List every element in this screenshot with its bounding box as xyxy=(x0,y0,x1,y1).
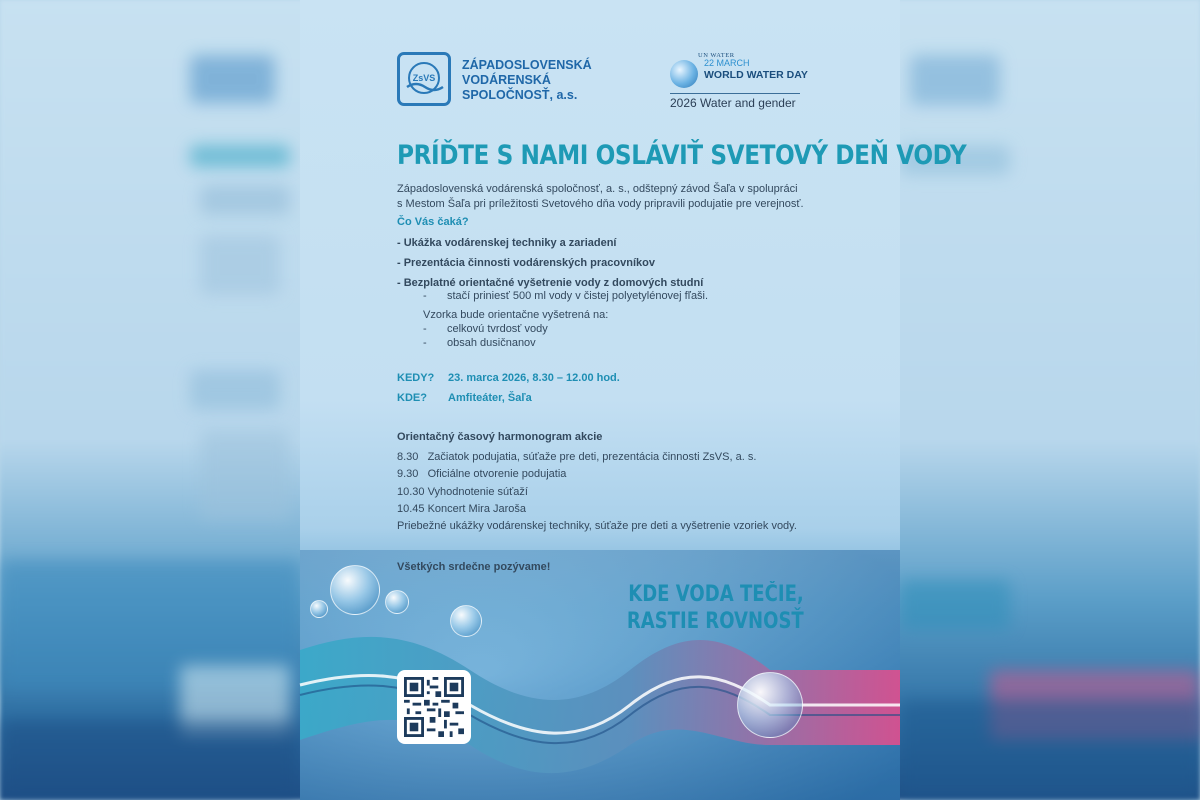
un-water-label: UN WATER xyxy=(698,52,735,59)
company-name-line: ZÁPADOSLOVENSKÁ xyxy=(462,58,592,72)
company-name xyxy=(462,58,602,103)
test-item: obsah dusičnanov xyxy=(447,337,536,349)
schedule-item: 8.30 Začiatok podujatia, súťaže pre deti, prezentácia činnosti ZsVS, a. s. xyxy=(397,451,757,463)
ongoing-note: Priebežné ukážky vodárenskej techniky, súťaže pre deti a vyšetrenie vzoriek vody. xyxy=(397,520,797,532)
wwd-date: 22 MARCH xyxy=(704,58,750,68)
company-logo xyxy=(397,52,451,106)
bullet-dash: - xyxy=(423,337,427,349)
activity-item: - Prezentácia činnosti vodárenských pracovníkov xyxy=(397,257,655,269)
wwd-title: WORLD WATER DAY xyxy=(704,69,808,81)
schedule-item: 10.45 Koncert Mira Jaroša xyxy=(397,503,527,515)
water-droplet xyxy=(450,605,482,637)
intro-text: Západoslovenská vodárenská spoločnosť, a. s., odštepný závod Šaľa v spolupráci xyxy=(397,183,798,195)
sample-instruction: stačí priniesť 500 ml vody v čistej polyetylénovej fľaši. xyxy=(447,290,709,302)
water-wave-decoration xyxy=(300,520,900,800)
when-value: 23. marca 2026, 8.30 – 12.00 hod. xyxy=(448,372,620,384)
activity-item: - Bezplatné orientačné vyšetrenie vody z domových studní xyxy=(397,277,704,289)
schedule-title: Orientačný časový harmonogram akcie xyxy=(397,431,603,443)
bullet-dash: - xyxy=(423,323,427,335)
when-label: KEDY? xyxy=(397,372,435,384)
blurred-background-left xyxy=(0,0,300,800)
slogan-line: RASTIE ROVNOSŤ xyxy=(627,609,804,634)
world-water-day-logo xyxy=(670,50,810,112)
water-droplet xyxy=(385,590,409,614)
company-name-line: SPOLOČNOSŤ, a.s. xyxy=(462,88,578,102)
test-item: celkovú tvrdosť vody xyxy=(447,323,548,335)
water-droplet xyxy=(330,565,380,615)
logo-text: ZsVS xyxy=(412,73,436,83)
schedule-item: 9.30 Oficiálne otvorenie podujatia xyxy=(397,468,567,480)
page-title: PRÍĎTE S NAMI OSLÁVIŤ SVETOVÝ DEŇ VODY xyxy=(397,140,967,171)
qr-code[interactable] xyxy=(397,670,471,744)
event-poster xyxy=(300,0,967,800)
slogan xyxy=(627,581,804,635)
section-heading: Čo Vás čaká? xyxy=(397,216,469,228)
divider xyxy=(670,93,800,94)
where-value: Amfiteáter, Šaľa xyxy=(448,392,532,404)
company-name-line: VODÁRENSKÁ xyxy=(462,73,551,87)
water-droplet xyxy=(737,672,803,738)
qr-code-pattern xyxy=(404,677,464,737)
intro-text: s Mestom Šaľa pri príležitosti Svetového dňa vody pripravili podujatie pre verejnosť. xyxy=(397,198,804,210)
invitation-text: Všetkých srdečne pozývame! xyxy=(397,561,551,573)
bullet-dash: - xyxy=(423,290,427,302)
where-label: KDE? xyxy=(397,392,427,404)
logo-wave-icon xyxy=(407,81,443,95)
sample-tests-intro: Vzorka bude orientačne vyšetrená na: xyxy=(423,309,609,321)
activity-item: - Ukážka vodárenskej techniky a zariadení xyxy=(397,237,617,249)
globe-icon xyxy=(670,60,698,88)
slogan-line: KDE VODA TEČIE, xyxy=(628,582,804,607)
water-droplet xyxy=(310,600,328,618)
wwd-theme: 2026 Water and gender xyxy=(670,96,796,110)
blurred-background-right xyxy=(900,0,1200,800)
schedule-item: 10.30 Vyhodnotenie súťaží xyxy=(397,486,528,498)
